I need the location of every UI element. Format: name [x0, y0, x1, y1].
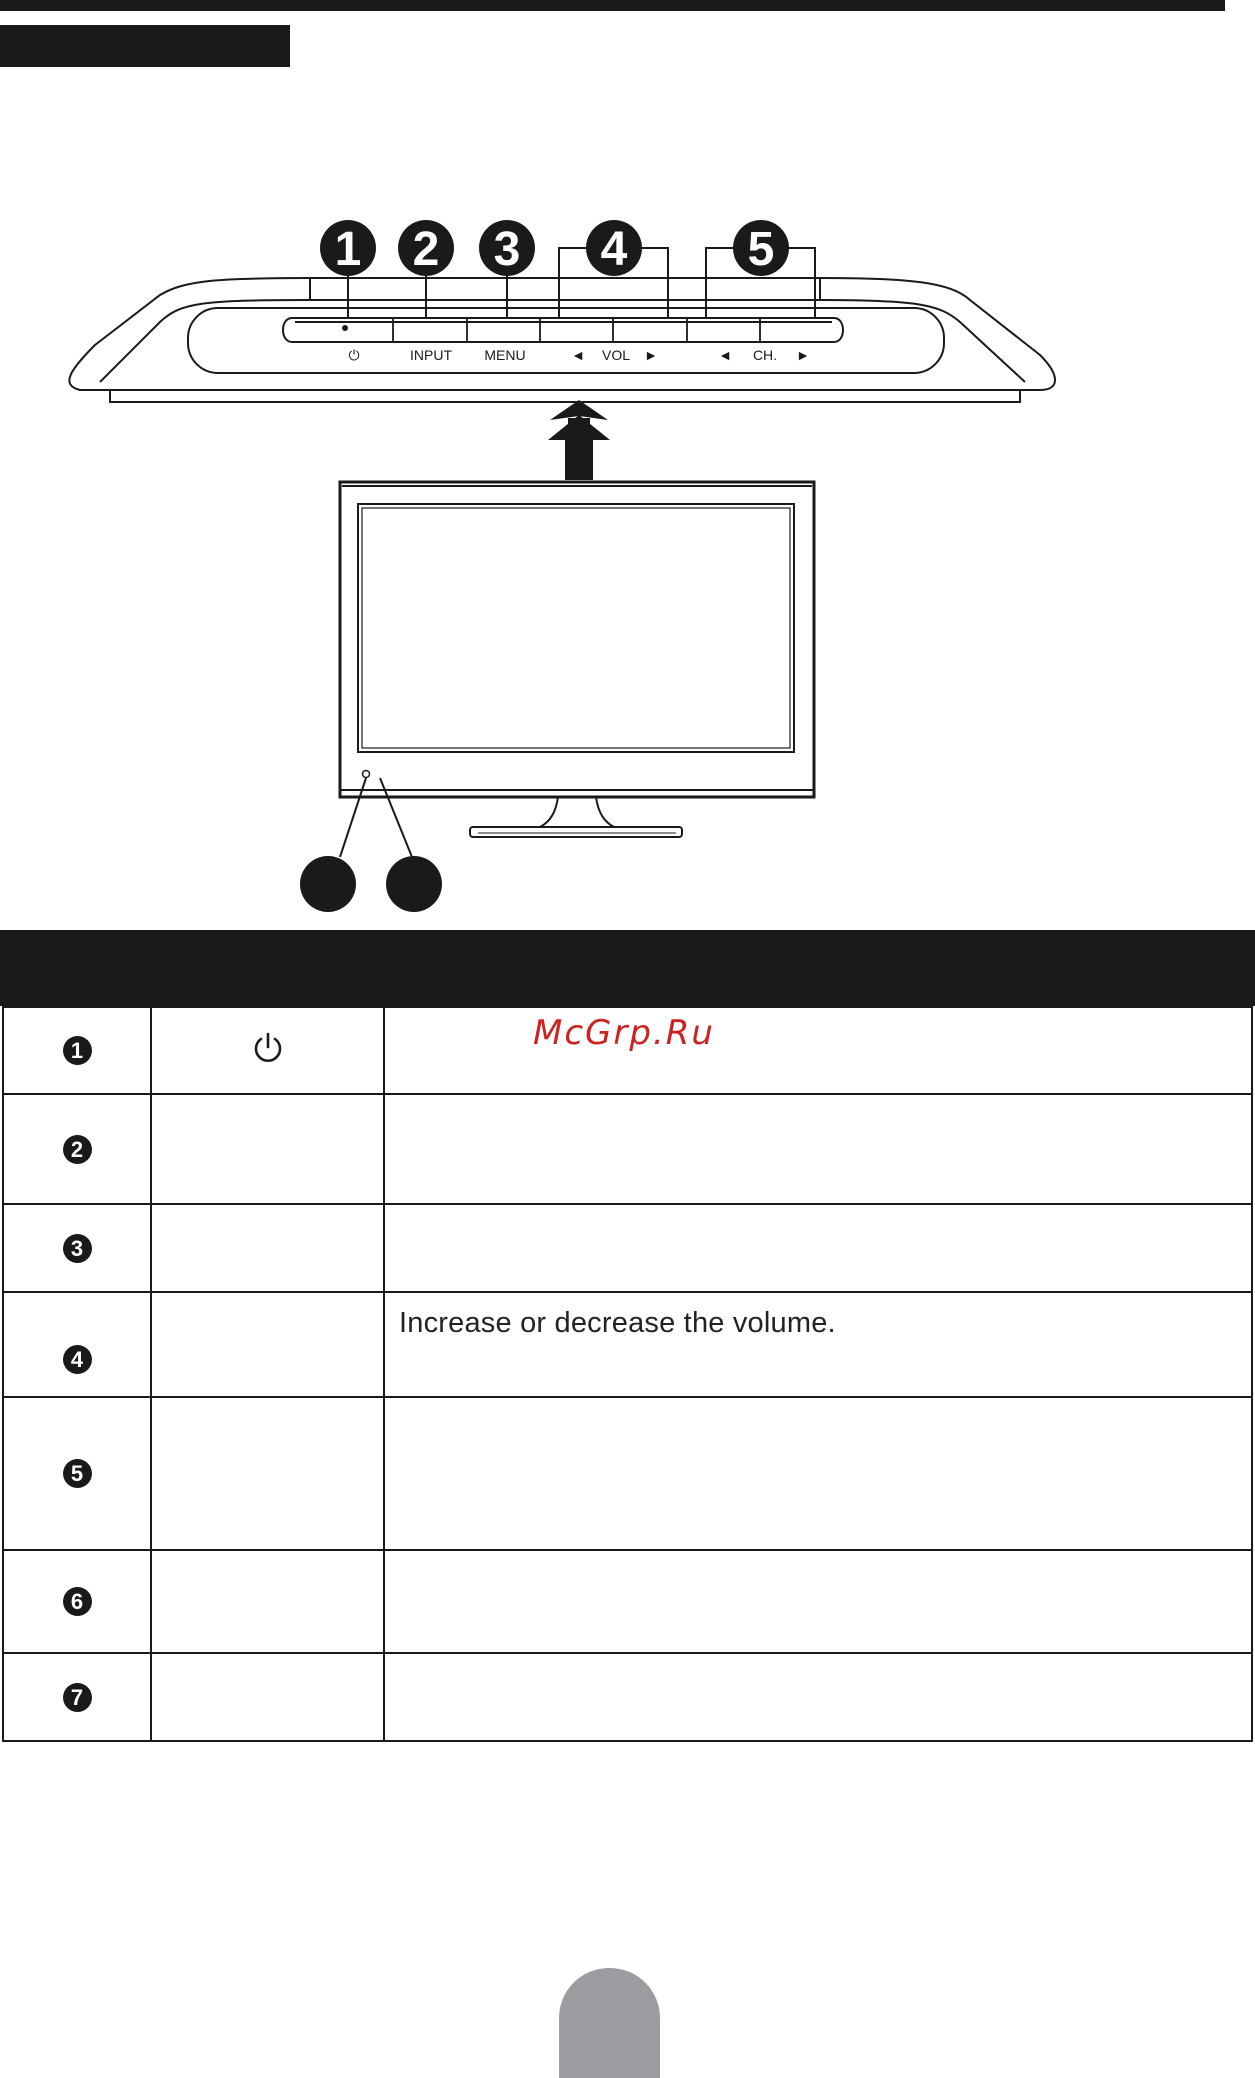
- label-vol-right: ►: [644, 347, 658, 363]
- controls-table: [2, 1006, 1253, 1742]
- page-number-tab: [559, 1968, 660, 2078]
- power-icon: [250, 1030, 286, 1066]
- panel-power-led: [342, 325, 348, 331]
- label-ch: CH.: [752, 347, 778, 363]
- row-number-badge: 2: [63, 1135, 92, 1164]
- up-arrow-shaft: [565, 438, 593, 480]
- table-row: [3, 1204, 1252, 1292]
- callout-3: [479, 220, 535, 276]
- section-title-bar: [0, 25, 290, 67]
- table-row: [3, 1653, 1252, 1741]
- label-vol: VOL: [601, 347, 631, 363]
- row-number-badge: 3: [63, 1234, 92, 1263]
- callout-6: [300, 856, 356, 912]
- callout-1: [320, 220, 376, 276]
- row-number-badge: 1: [63, 1036, 92, 1065]
- table-header-bar: [0, 930, 1255, 1006]
- label-input: INPUT: [410, 347, 452, 363]
- callout-4: [586, 220, 642, 276]
- table-row: [3, 1292, 1252, 1397]
- svg-text:1: 1: [334, 223, 362, 276]
- button-labels: [348, 347, 809, 363]
- row-number-badge: 4: [63, 1345, 92, 1374]
- top-rule: [0, 0, 1225, 11]
- svg-text:2: 2: [412, 223, 440, 276]
- row-number-badge: 5: [63, 1459, 92, 1488]
- control-panel: [69, 278, 1055, 402]
- tv-controls-diagram: [0, 100, 1255, 920]
- label-ch-right: ►: [796, 347, 810, 363]
- label-menu: MENU: [484, 347, 526, 363]
- table-row: [3, 1094, 1252, 1204]
- svg-text:4: 4: [600, 223, 628, 276]
- svg-text:5: 5: [747, 223, 775, 276]
- table-row: [3, 1550, 1252, 1653]
- callout-5: [733, 220, 789, 276]
- row-number-badge: 7: [63, 1683, 92, 1712]
- label-power: ⏻: [348, 347, 360, 363]
- watermark: McGrp.Ru: [533, 1013, 715, 1053]
- label-ch-left: ◄: [718, 347, 732, 363]
- table-row: [3, 1397, 1252, 1550]
- svg-text:3: 3: [493, 223, 521, 276]
- callout-7: [386, 856, 442, 912]
- row-description: Increase or decrease the volume.: [399, 1307, 836, 1339]
- label-vol-left: ◄: [571, 347, 585, 363]
- tv-front-view: [340, 482, 814, 837]
- row-number-badge: 6: [63, 1587, 92, 1616]
- callout-2: [398, 220, 454, 276]
